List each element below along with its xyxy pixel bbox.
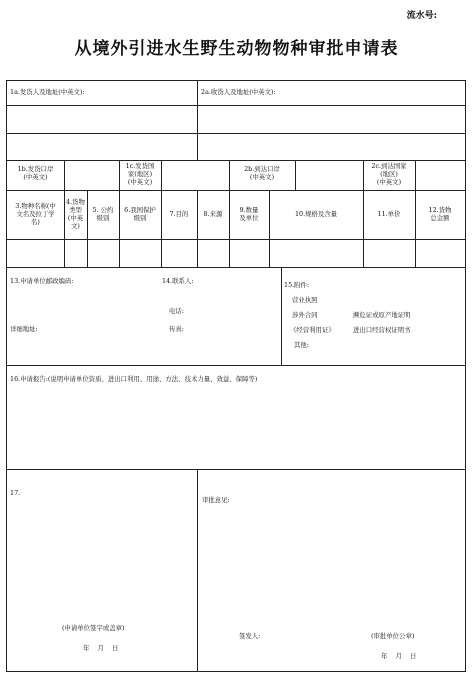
form-title: 从境外引进水生野生动物物种审批申请表	[74, 39, 399, 59]
attachment-foreign-contract: 涉外合同	[292, 311, 318, 319]
postcode-label: 13.申请单位邮政编码:	[10, 277, 74, 285]
attachment-business-license: 营业执照	[292, 296, 318, 304]
quantity-unit-header: 9.数量 及单位	[239, 206, 259, 222]
convention-level-header: 5. 公约 级别	[92, 206, 114, 222]
issuer-label: 签发人:	[239, 632, 261, 640]
protection-level-header: 6.我国保护 级别	[124, 206, 156, 222]
total-amount-header: 12.货物 总金额	[428, 206, 452, 222]
approval-seal-label: (审批单位公章)	[371, 632, 415, 640]
item-17-label: 17.	[10, 489, 21, 497]
species-name-header: 3.物种名称(中 文名及拉丁学 名)	[15, 202, 56, 226]
shipping-country-label: 1c.发货国 家(地区) (中英文)	[125, 162, 155, 186]
specification-header: 10.规格及含量	[294, 210, 338, 218]
attachment-endangered-certificate: 濒危证或原产地证明	[353, 311, 411, 319]
fax-label: 传真:	[169, 325, 184, 333]
arrival-port-label: 2b.到达口岸 (中英文)	[244, 165, 280, 181]
address-label: 详细地址:	[10, 325, 38, 333]
goods-type-header: 4.货物 类型 (中英 文)	[66, 198, 85, 230]
applicant-signature-label: (申请单位签字或盖章)	[62, 624, 125, 632]
application-report-label: 16.申请报告:(说明申请单位资质、进出口利用、用途、方法、技术力量、效益、保障等)	[10, 375, 258, 383]
purpose-header: 7.目的	[169, 210, 189, 218]
application-form	[6, 80, 466, 672]
unit-price-header: 11.单价	[377, 210, 401, 218]
arrival-country-label: 2c.到达国家 (地区) (中英文)	[371, 162, 407, 186]
phone-label: 电话:	[169, 307, 184, 315]
applicant-date: 年 月 日	[83, 644, 119, 652]
serial-number-label: 流水号:	[406, 11, 437, 21]
shipper-address-label: 1a.发货人及地址(中英文):	[10, 88, 85, 96]
approval-opinion-label: 审批意见:	[202, 496, 230, 504]
shipping-port-label: 1b.发货口岸 (中英文)	[17, 165, 54, 181]
attachment-trade-right-certificate: 进出口经营权证明书	[353, 326, 411, 334]
attachments-label: 15.附件:	[284, 281, 310, 289]
approval-date: 年 月 日	[381, 652, 417, 660]
contact-label: 14.联系人:	[162, 277, 194, 285]
attachment-utilization-license: 《经营利用证》	[290, 326, 335, 334]
source-header: 8.来源	[203, 210, 223, 218]
consignee-address-label: 2a.收货人及地址(中英文):	[201, 88, 276, 96]
attachment-other: 其他:	[294, 341, 309, 349]
